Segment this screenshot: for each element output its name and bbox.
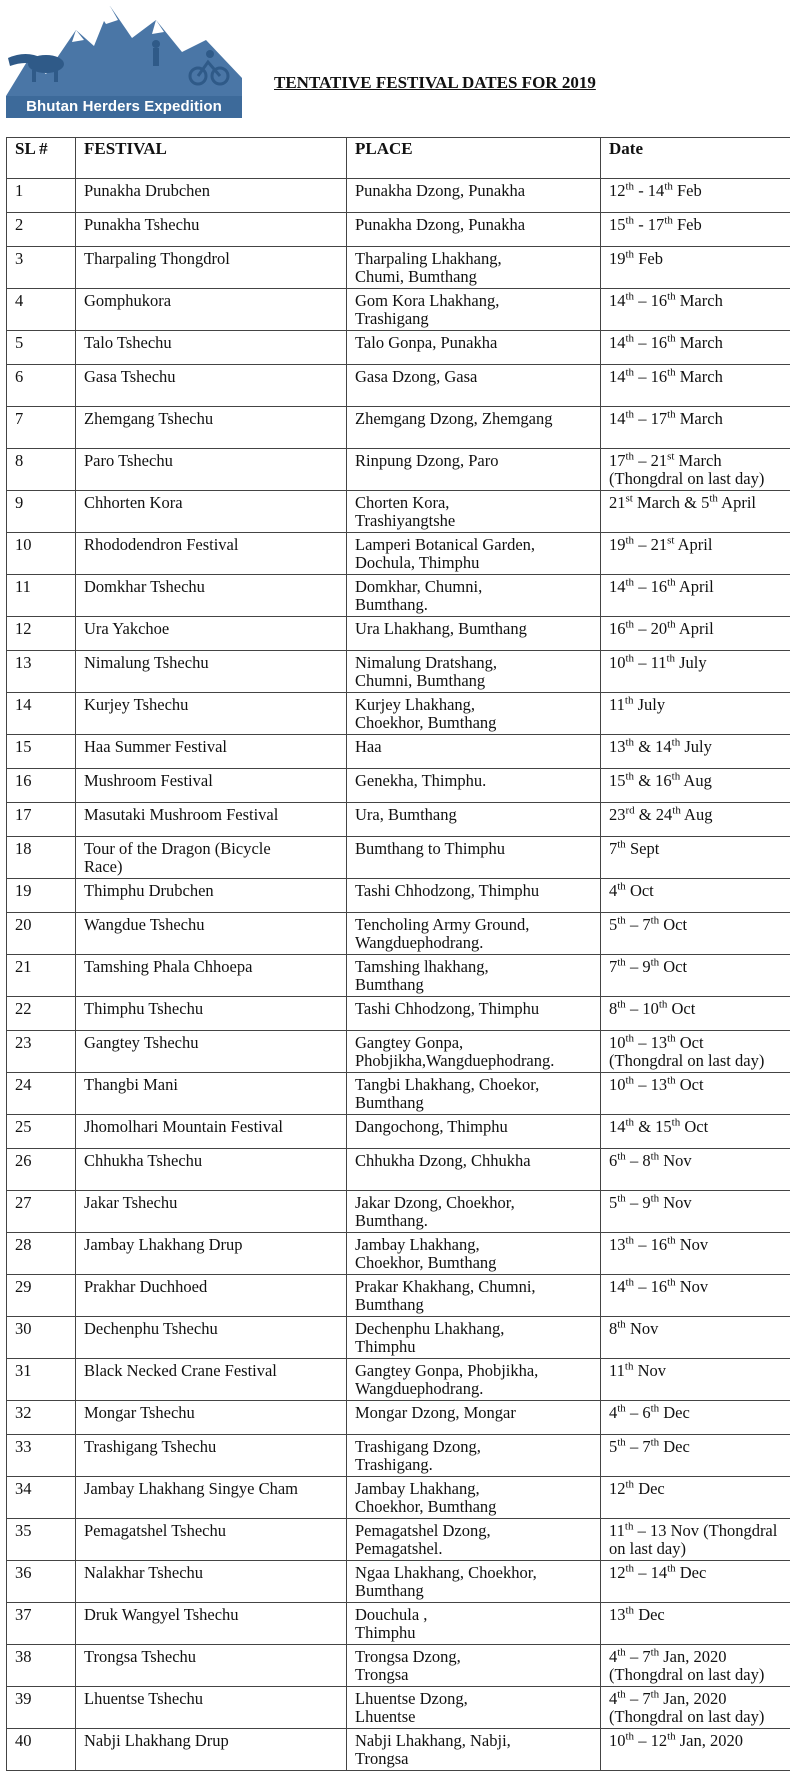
cell-place: Punakha Dzong, Punakha: [347, 213, 601, 247]
table-row: [7, 331, 790, 365]
cell-sl: 12: [7, 617, 76, 651]
cell-place: Talo Gonpa, Punakha: [347, 331, 601, 365]
cell-date: 8th – 10th Oct: [601, 997, 790, 1031]
cell-festival: Jambay Lhakhang Singye Cham: [76, 1477, 347, 1519]
cell-sl: 17: [7, 803, 76, 837]
cell-festival: Ura Yakchoe: [76, 617, 347, 651]
table-row: [7, 879, 790, 913]
table-row: [7, 365, 790, 407]
cell-festival: Zhemgang Tshechu: [76, 407, 347, 449]
cell-festival: Nabji Lhakhang Drup: [76, 1729, 347, 1771]
cell-date: 4th – 7th Jan, 2020 (Thongdral on last day): [601, 1645, 790, 1687]
table-row: [7, 913, 790, 955]
cell-sl: 2: [7, 213, 76, 247]
cell-place: Gom Kora Lhakhang, Trashigang: [347, 289, 601, 331]
cell-date: 21st March & 5th April: [601, 491, 790, 533]
table-row: [7, 1073, 790, 1115]
table-row: [7, 769, 790, 803]
cell-sl: 5: [7, 331, 76, 365]
cell-place: Chorten Kora, Trashiyangtshe: [347, 491, 601, 533]
cell-festival: Jakar Tshechu: [76, 1191, 347, 1233]
cell-date: 10th – 11th July: [601, 651, 790, 693]
cell-sl: 6: [7, 365, 76, 407]
cell-date: 13th Dec: [601, 1603, 790, 1645]
cell-sl: 30: [7, 1317, 76, 1359]
table-row: [7, 1191, 790, 1233]
table-row: [7, 179, 790, 213]
table-row: [7, 1233, 790, 1275]
cell-festival: Gasa Tshechu: [76, 365, 347, 407]
logo-brand-text: Bhutan Herders Expedition: [6, 96, 242, 118]
cell-date: 4th – 6th Dec: [601, 1401, 790, 1435]
cell-festival: Nalakhar Tshechu: [76, 1561, 347, 1603]
table-row: [7, 1115, 790, 1149]
cell-festival: Thimphu Tshechu: [76, 997, 347, 1031]
table-row: [7, 1149, 790, 1191]
cell-place: Tencholing Army Ground, Wangduephodrang.: [347, 913, 601, 955]
cell-place: Gangtey Gonpa, Phobjikha,Wangduephodrang.: [347, 1031, 601, 1073]
cell-festival: Domkhar Tshechu: [76, 575, 347, 617]
table-row: [7, 213, 790, 247]
table-row: [7, 1687, 790, 1729]
cell-festival: Nimalung Tshechu: [76, 651, 347, 693]
cell-festival: Mongar Tshechu: [76, 1401, 347, 1435]
cell-date: 10th – 13th Oct (Thongdral on last day): [601, 1031, 790, 1073]
table-row: [7, 1031, 790, 1073]
cell-festival: Thangbi Mani: [76, 1073, 347, 1115]
cell-sl: 28: [7, 1233, 76, 1275]
cell-date: 10th – 13th Oct: [601, 1073, 790, 1115]
cell-place: Domkhar, Chumni, Bumthang.: [347, 575, 601, 617]
cell-date: 4th Oct: [601, 879, 790, 913]
cell-date: 4th – 7th Jan, 2020 (Thongdral on last day): [601, 1687, 790, 1729]
cell-date: 5th – 7th Oct: [601, 913, 790, 955]
cell-sl: 26: [7, 1149, 76, 1191]
cell-place: Ura Lhakhang, Bumthang: [347, 617, 601, 651]
cell-date: 6th – 8th Nov: [601, 1149, 790, 1191]
cell-festival: Mushroom Festival: [76, 769, 347, 803]
cell-date: 5th – 9th Nov: [601, 1191, 790, 1233]
table-header-row: [7, 138, 790, 179]
table-row: [7, 997, 790, 1031]
cell-place: Rinpung Dzong, Paro: [347, 449, 601, 491]
cell-festival: Thimphu Drubchen: [76, 879, 347, 913]
cell-place: Dechenphu Lhakhang, Thimphu: [347, 1317, 601, 1359]
cell-place: Gangtey Gonpa, Phobjikha, Wangduephodrang.: [347, 1359, 601, 1401]
cell-place: Dangochong, Thimphu: [347, 1115, 601, 1149]
cell-festival: Gangtey Tshechu: [76, 1031, 347, 1073]
cell-festival: Jhomolhari Mountain Festival: [76, 1115, 347, 1149]
cell-place: Tharpaling Lhakhang, Chumi, Bumthang: [347, 247, 601, 289]
cell-place: Haa: [347, 735, 601, 769]
cell-date: 11th – 13 Nov (Thongdral on last day): [601, 1519, 790, 1561]
table-row: [7, 651, 790, 693]
cell-place: Kurjey Lhakhang, Choekhor, Bumthang: [347, 693, 601, 735]
table-row: [7, 1317, 790, 1359]
cell-sl: 18: [7, 837, 76, 879]
cell-sl: 25: [7, 1115, 76, 1149]
table-row: [7, 735, 790, 769]
cell-festival: Druk Wangyel Tshechu: [76, 1603, 347, 1645]
cell-sl: 3: [7, 247, 76, 289]
table-row: [7, 491, 790, 533]
cell-sl: 11: [7, 575, 76, 617]
table-row: [7, 1645, 790, 1687]
cell-sl: 27: [7, 1191, 76, 1233]
cell-festival: Lhuentse Tshechu: [76, 1687, 347, 1729]
cell-festival: Talo Tshechu: [76, 331, 347, 365]
cell-place: Tashi Chhodzong, Thimphu: [347, 879, 601, 913]
cell-sl: 7: [7, 407, 76, 449]
table-row: [7, 407, 790, 449]
cell-place: Trashigang Dzong, Trashigang.: [347, 1435, 601, 1477]
cell-date: 7th Sept: [601, 837, 790, 879]
table-row: [7, 1519, 790, 1561]
cell-festival: Tour of the Dragon (Bicycle Race): [76, 837, 347, 879]
cell-place: Tashi Chhodzong, Thimphu: [347, 997, 601, 1031]
cell-sl: 8: [7, 449, 76, 491]
cell-date: 23rd & 24th Aug: [601, 803, 790, 837]
cell-sl: 14: [7, 693, 76, 735]
cell-date: 12th - 14th Feb: [601, 179, 790, 213]
cell-sl: 15: [7, 735, 76, 769]
cell-sl: 39: [7, 1687, 76, 1729]
festival-table: [6, 137, 790, 1771]
cell-place: Ngaa Lhakhang, Choekhor, Bumthang: [347, 1561, 601, 1603]
cell-date: 8th Nov: [601, 1317, 790, 1359]
cell-place: Jambay Lhakhang, Choekhor, Bumthang: [347, 1233, 601, 1275]
cell-place: Douchula , Thimphu: [347, 1603, 601, 1645]
cell-date: 19th Feb: [601, 247, 790, 289]
cell-sl: 4: [7, 289, 76, 331]
cell-date: 12th – 14th Dec: [601, 1561, 790, 1603]
cell-date: 14th & 15th Oct: [601, 1115, 790, 1149]
header-place: PLACE: [347, 138, 601, 179]
table-row: [7, 533, 790, 575]
cell-sl: 23: [7, 1031, 76, 1073]
header-sl: SL #: [7, 138, 76, 179]
cell-place: Ura, Bumthang: [347, 803, 601, 837]
cell-sl: 34: [7, 1477, 76, 1519]
cell-date: 14th – 16th March: [601, 289, 790, 331]
cell-date: 19th – 21st April: [601, 533, 790, 575]
cell-festival: Pemagatshel Tshechu: [76, 1519, 347, 1561]
table-row: [7, 1435, 790, 1477]
cell-festival: Trongsa Tshechu: [76, 1645, 347, 1687]
cell-date: 17th – 21st March (Thongdral on last day): [601, 449, 790, 491]
cell-sl: 32: [7, 1401, 76, 1435]
header-festival: FESTIVAL: [76, 138, 347, 179]
cell-festival: Haa Summer Festival: [76, 735, 347, 769]
table-row: [7, 1561, 790, 1603]
header-date: Date: [601, 138, 790, 179]
cell-place: Nimalung Dratshang, Chumni, Bumthang: [347, 651, 601, 693]
cell-festival: Tamshing Phala Chhoepa: [76, 955, 347, 997]
cell-date: 11th Nov: [601, 1359, 790, 1401]
cell-date: 11th July: [601, 693, 790, 735]
cell-date: 5th – 7th Dec: [601, 1435, 790, 1477]
cell-sl: 22: [7, 997, 76, 1031]
cell-date: 16th – 20th April: [601, 617, 790, 651]
cell-date: 7th – 9th Oct: [601, 955, 790, 997]
cell-sl: 13: [7, 651, 76, 693]
cell-place: Tamshing lhakhang, Bumthang: [347, 955, 601, 997]
document-title: TENTATIVE FESTIVAL DATES FOR 2019: [274, 73, 596, 93]
cell-sl: 40: [7, 1729, 76, 1771]
cell-festival: Dechenphu Tshechu: [76, 1317, 347, 1359]
table-row: [7, 1729, 790, 1771]
cell-date: 10th – 12th Jan, 2020: [601, 1729, 790, 1771]
cell-festival: Jambay Lhakhang Drup: [76, 1233, 347, 1275]
cell-festival: Masutaki Mushroom Festival: [76, 803, 347, 837]
table-row: [7, 247, 790, 289]
cell-place: Jambay Lhakhang, Choekhor, Bumthang: [347, 1477, 601, 1519]
table-row: [7, 1359, 790, 1401]
cell-festival: Tharpaling Thongdrol: [76, 247, 347, 289]
table-row: [7, 1603, 790, 1645]
cell-date: 14th – 16th March: [601, 365, 790, 407]
cell-festival: Trashigang Tshechu: [76, 1435, 347, 1477]
cell-date: 15th & 16th Aug: [601, 769, 790, 803]
table-row: [7, 617, 790, 651]
cell-sl: 31: [7, 1359, 76, 1401]
cell-sl: 20: [7, 913, 76, 955]
cell-sl: 29: [7, 1275, 76, 1317]
cell-place: Bumthang to Thimphu: [347, 837, 601, 879]
cell-date: 12th Dec: [601, 1477, 790, 1519]
cell-festival: Rhododendron Festival: [76, 533, 347, 575]
cell-festival: Chhukha Tshechu: [76, 1149, 347, 1191]
cell-festival: Punakha Tshechu: [76, 213, 347, 247]
cell-festival: Gomphukora: [76, 289, 347, 331]
cell-date: 14th – 16th March: [601, 331, 790, 365]
cell-place: Lamperi Botanical Garden, Dochula, Thimphu: [347, 533, 601, 575]
cell-sl: 37: [7, 1603, 76, 1645]
cell-festival: Kurjey Tshechu: [76, 693, 347, 735]
cell-place: Punakha Dzong, Punakha: [347, 179, 601, 213]
table-row: [7, 803, 790, 837]
cell-sl: 38: [7, 1645, 76, 1687]
cell-sl: 36: [7, 1561, 76, 1603]
cell-place: Prakar Khakhang, Chumni, Bumthang: [347, 1275, 601, 1317]
table-row: [7, 449, 790, 491]
cell-festival: Punakha Drubchen: [76, 179, 347, 213]
cell-date: 15th - 17th Feb: [601, 213, 790, 247]
company-logo: [6, 0, 242, 118]
cell-place: Jakar Dzong, Choekhor, Bumthang.: [347, 1191, 601, 1233]
cell-sl: 19: [7, 879, 76, 913]
table-row: [7, 575, 790, 617]
cell-place: Gasa Dzong, Gasa: [347, 365, 601, 407]
cell-place: Mongar Dzong, Mongar: [347, 1401, 601, 1435]
table-row: [7, 1401, 790, 1435]
cell-sl: 33: [7, 1435, 76, 1477]
cell-place: Chhukha Dzong, Chhukha: [347, 1149, 601, 1191]
table-row: [7, 1477, 790, 1519]
cell-sl: 9: [7, 491, 76, 533]
table-row: [7, 955, 790, 997]
cell-place: Zhemgang Dzong, Zhemgang: [347, 407, 601, 449]
cell-sl: 1: [7, 179, 76, 213]
cell-sl: 35: [7, 1519, 76, 1561]
cell-festival: Black Necked Crane Festival: [76, 1359, 347, 1401]
cell-festival: Paro Tshechu: [76, 449, 347, 491]
cell-place: Genekha, Thimphu.: [347, 769, 601, 803]
table-row: [7, 1275, 790, 1317]
table-row: [7, 693, 790, 735]
table-row: [7, 289, 790, 331]
cell-festival: Chhorten Kora: [76, 491, 347, 533]
cell-sl: 16: [7, 769, 76, 803]
cell-festival: Wangdue Tshechu: [76, 913, 347, 955]
cell-sl: 10: [7, 533, 76, 575]
cell-place: Nabji Lhakhang, Nabji, Trongsa: [347, 1729, 601, 1771]
cell-date: 14th – 17th March: [601, 407, 790, 449]
cell-sl: 24: [7, 1073, 76, 1115]
cell-date: 13th & 14th July: [601, 735, 790, 769]
cell-date: 14th – 16th Nov: [601, 1275, 790, 1317]
cell-place: Trongsa Dzong, Trongsa: [347, 1645, 601, 1687]
cell-place: Pemagatshel Dzong, Pemagatshel.: [347, 1519, 601, 1561]
cell-festival: Prakhar Duchhoed: [76, 1275, 347, 1317]
cell-place: Lhuentse Dzong, Lhuentse: [347, 1687, 601, 1729]
cell-sl: 21: [7, 955, 76, 997]
cell-date: 13th – 16th Nov: [601, 1233, 790, 1275]
mountain-logo-icon: [6, 0, 242, 96]
cell-place: Tangbi Lhakhang, Choekor, Bumthang: [347, 1073, 601, 1115]
table-row: [7, 837, 790, 879]
cell-date: 14th – 16th April: [601, 575, 790, 617]
